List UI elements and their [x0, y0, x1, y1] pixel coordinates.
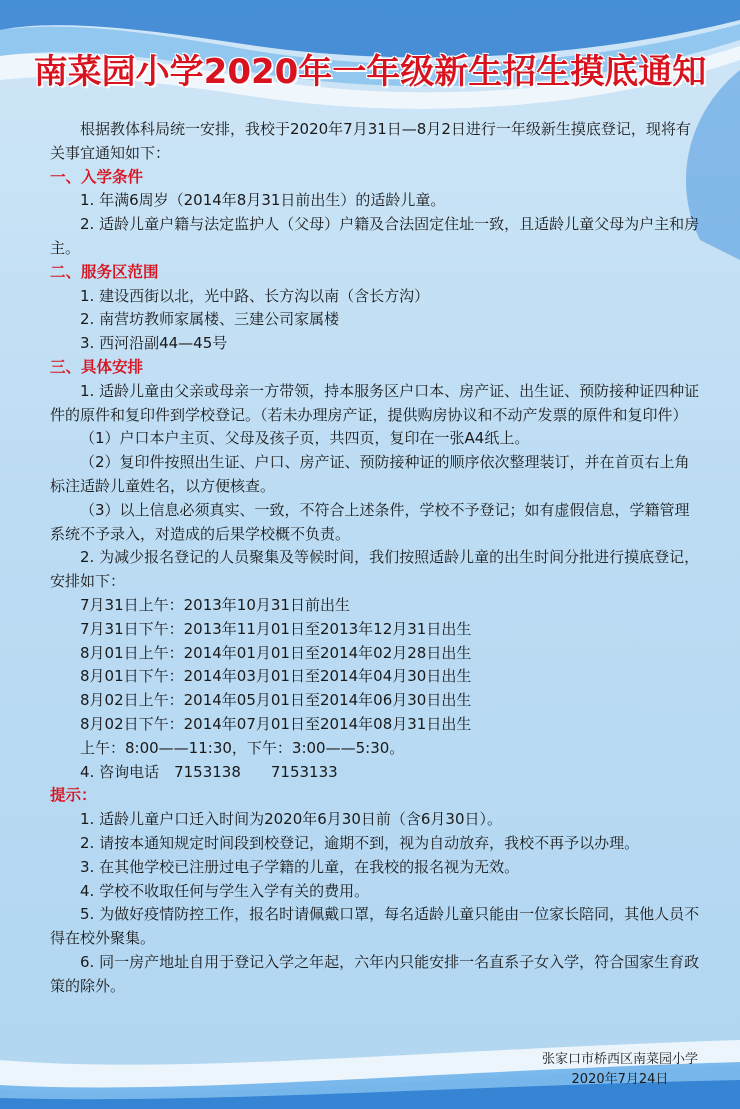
office-hours: 上午：8:00——11:30，下午：3:00——5:30。 — [80, 738, 405, 757]
list-item: 1. 适龄儿童户口迁入时间为2020年6月30日前（含6月30日）。 — [80, 810, 503, 829]
schedule-row: 8月02日上午：2014年05月01日至2014年06月30日出生 — [80, 691, 472, 710]
section-heading-arrangements: 三、具体安排 — [50, 357, 144, 376]
intro-paragraph: 根据教体科局统一安排，我校于2020年7月31日—8月2日进行一年级新生摸底登记，现将有关事宜通知如下： — [50, 120, 691, 162]
list-item: 3. 在其他学校已注册过电子学籍的儿童，在我校的报名视为无效。 — [80, 857, 520, 876]
list-item: 1. 建设西街以北，光中路、长方沟以南（含长方沟） — [80, 286, 430, 305]
signature-block — [542, 1050, 698, 1090]
signature-date: 2020年7月24日 — [571, 1072, 669, 1087]
schedule-row: 7月31日下午：2013年11月01日至2013年12月31日出生 — [80, 619, 472, 638]
list-item: 6. 同一房产地址自用于登记入学之年起，六年内只能安排一名直系子女入学，符合国家生育政策的除外。 — [50, 952, 700, 995]
list-item: 2. 适龄儿童户籍与法定监护人（父母）户籍及合法固定住址一致，且适龄儿童父母为户主和房主。 — [50, 215, 700, 257]
list-item: 3. 西河沿副44—45号 — [80, 334, 228, 353]
section-heading-tips: 提示： — [50, 786, 97, 805]
signature-org: 张家口市桥西区南菜园小学 — [541, 1052, 698, 1067]
notice-title: 南菜园小学2020年一年级新生招生摸底通知 — [33, 52, 707, 92]
list-item: 4. 学校不收取任何与学生入学有关的费用。 — [80, 881, 370, 900]
contact-phone: 4. 咨询电话 7153138 7153133 — [80, 762, 338, 781]
list-item: 1. 年满6周岁（2014年8月31日前出生）的适龄儿童。 — [80, 191, 446, 210]
section-heading-admission: 一、入学条件 — [50, 167, 144, 186]
schedule-row: 8月01日下午：2014年03月01日至2014年04月30日出生 — [80, 667, 472, 686]
schedule-row: 8月02日下午：2014年07月01日至2014年08月31日出生 — [80, 714, 472, 733]
list-item: （3）以上信息必须真实、一致，不符合上述条件，学校不予登记；如有虚假信息，学籍管理系统不予录入，对造成的后果学校概不负责。 — [50, 500, 690, 543]
list-item: （1）户口本户主页、父母及孩子页，共四页，复印在一张A4纸上。 — [80, 429, 530, 448]
list-item: （2）复印件按照出生证、户口、房产证、预防接种证的顺序依次整理装订，并在首页右上角标注适龄儿童姓名，以方便核查。 — [50, 453, 690, 495]
schedule-row: 8月01日上午：2014年01月01日至2014年02月28日出生 — [80, 643, 472, 662]
notice-body — [50, 118, 700, 998]
list-item: 2. 为减少报名登记的人员聚集及等候时间，我们按照适龄儿童的出生时间分批进行摸底登记，安排如下： — [50, 548, 700, 591]
schedule-row: 7月31日上午：2013年10月31日前出生 — [80, 595, 350, 614]
list-item: 2. 请按本通知规定时间段到校登记，逾期不到，视为自动放弃，我校不再予以办理。 — [80, 833, 640, 852]
section-heading-service-area: 二、服务区范围 — [50, 262, 159, 281]
list-item: 5. 为做好疫情防控工作，报名时请佩戴口罩，每名适龄儿童只能由一位家长陪同，其他人员不得在校外聚集。 — [50, 905, 700, 948]
list-item: 2. 南营坊教师家属楼、三建公司家属楼 — [80, 310, 340, 329]
list-item: 1. 适龄儿童由父亲或母亲一方带领，持本服务区户口本、房产证、出生证、预防接种证四种证件的原件和复印件到学校登记。（若未办理房产证，提供购房协议和不动产发票的原件和复印件） — [50, 381, 700, 424]
